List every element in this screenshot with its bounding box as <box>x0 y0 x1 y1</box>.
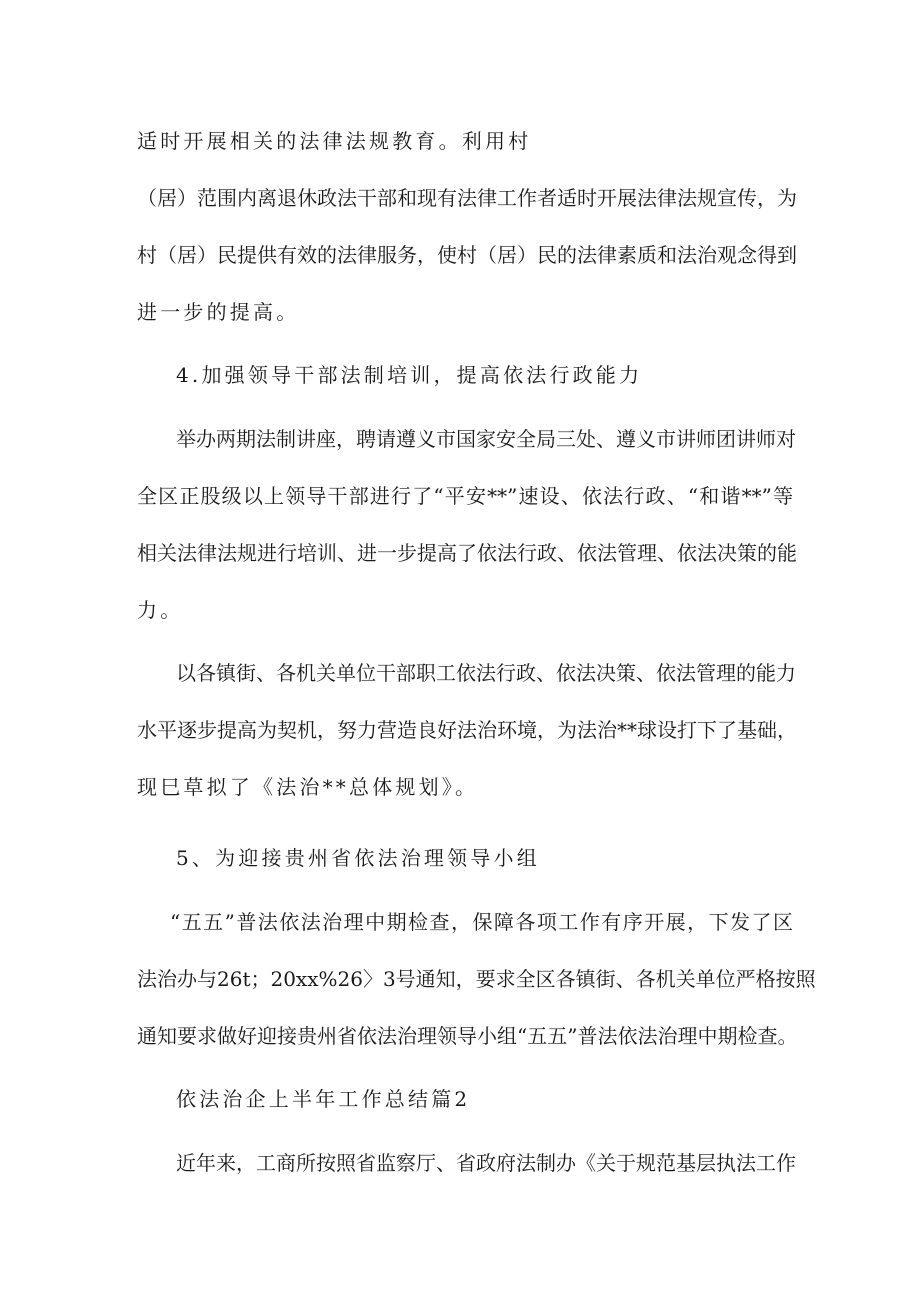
paragraph-line: 全区正股级以上领导干部进行了“平安**”速设、依法行政、“和谐**”等 <box>137 484 793 508</box>
paragraph-line: 村（居）民提供有效的法律服务，使村（居）民的法律素质和法治观念得到 <box>137 243 797 267</box>
paragraph-line: 进一步的提高。 <box>137 300 300 324</box>
paragraph-line: 现巳草拟了《法治**总体规划》。 <box>137 775 479 799</box>
paragraph-line: 相关法律法规进行培训、进一步提高了依法行政、依法管理、依法决策的能 <box>137 541 797 565</box>
paragraph-line: 力。 <box>137 598 184 622</box>
paragraph-line: （居）范围内离退休政法干部和现有法律工作者适时开展法律法规宣传，为 <box>137 186 797 210</box>
paragraph-line: 适时开展相关的法律法规教育。利用村 <box>137 129 532 153</box>
paragraph-line: “五五”普法依法治理中期检查，保障各项工作有序开展，下发了区 <box>170 910 793 934</box>
paragraph-line: 通知要求做好迎接贵州省依法治理领导小组“五五”普法依法治理中期检查。 <box>137 1024 798 1048</box>
section-heading: 5、为迎接贵州省依法治理领导小组 <box>176 846 540 870</box>
section-heading: 4.加强领导干部法制培训，提高依法行政能力 <box>176 363 643 387</box>
paragraph-line: 水平逐步提高为契机，努力营造良好法治环境，为法治**球设打下了基础， <box>137 718 797 742</box>
paragraph-line: 举办两期法制讲座，聘请遵义市国家安全局三处、遵义市讲师团讲师对 <box>176 427 796 451</box>
paragraph-line: 近年来，工商所按照省监察厅、省政府法制办《关于规范基层执法工作 <box>176 1151 796 1175</box>
paragraph-line: 以各镇街、各机关单位干部职工依法行政、依法决策、依法管理的能力 <box>176 661 796 685</box>
section-heading: 依法治企上半年工作总结篇2 <box>176 1087 471 1111</box>
paragraph-line: 法治办与26t；20xx%26〉3号通知，要求全区各镇街、各机关单位严格按照 <box>137 967 816 991</box>
